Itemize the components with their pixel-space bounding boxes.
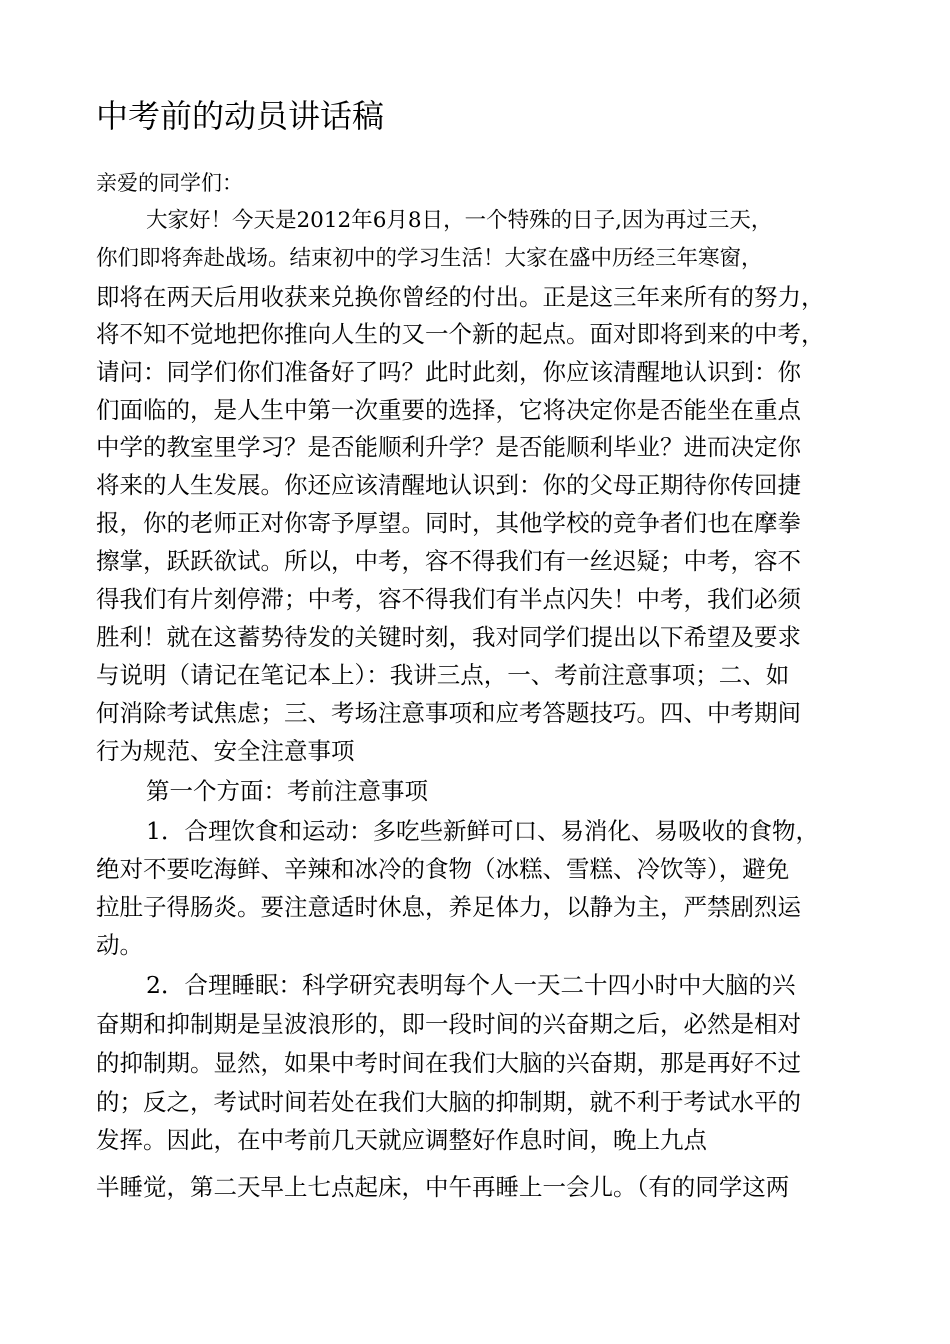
section-heading: 第一个方面：考前注意事项	[146, 777, 428, 805]
paragraph-line: 半睡觉，第二天早上七点起床，中午再睡上一会儿。（有的同学这两	[96, 1173, 790, 1201]
paragraph-line: 的抑制期。显然，如果中考时间在我们大脑的兴奋期，那是再好不过	[96, 1049, 801, 1077]
paragraph-line: 中学的教室里学习？是否能顺利升学？是否能顺利毕业？进而决定你	[96, 433, 801, 461]
paragraph-line: 们面临的，是人生中第一次重要的选择，它将决定你是否能坐在重点	[96, 396, 801, 424]
paragraph-line: 动。	[96, 931, 143, 959]
paragraph-line: 绝对不要吃海鲜、辛辣和冰冷的食物（冰糕、雪糕、冷饮等），避免	[96, 855, 790, 883]
paragraph-line: 将不知不觉地把你推向人生的又一个新的起点。面对即将到来的中考，	[96, 320, 825, 348]
paragraph-line: 拉肚子得肠炎。要注意适时休息，养足体力，以静为主，严禁剧烈运	[96, 893, 801, 921]
paragraph-line: 2．合理睡眠：科学研究表明每个人一天二十四小时中大脑的兴	[146, 971, 796, 999]
salutation: 亲爱的同学们：	[96, 171, 243, 195]
paragraph-line: 发挥。因此，在中考前几天就应调整好作息时间，晚上九点	[96, 1126, 707, 1154]
paragraph-line: 何消除考试焦虑；三、考场注意事项和应考答题技巧。四、中考期间	[96, 699, 801, 727]
paragraph-line: 行为规范、安全注意事项	[96, 737, 355, 765]
paragraph-line: 的；反之，考试时间若处在我们大脑的抑制期，就不利于考试水平的	[96, 1088, 801, 1116]
paragraph-line: 擦掌，跃跃欲试。所以，中考，容不得我们有一丝迟疑；中考，容不	[96, 547, 801, 575]
paragraph-line: 与说明（请记在笔记本上）：我讲三点，一、考前注意事项；二、如	[96, 661, 790, 689]
paragraph-line: 即将在两天后用收获来兑换你曾经的付出。正是这三年来所有的努力，	[96, 283, 825, 311]
paragraph-line: 奋期和抑制期是呈波浪形的，即一段时间的兴奋期之后，必然是相对	[96, 1010, 801, 1038]
paragraph-line: 大家好！今天是2012年6月8日，一个特殊的日子,因为再过三天，	[146, 208, 773, 233]
document-title: 中考前的动员讲话稿	[96, 97, 385, 135]
paragraph-line: 你们即将奔赴战场。结束初中的学习生活！大家在盛中历经三年寒窗，	[96, 246, 763, 271]
paragraph-line: 请问：同学们你们准备好了吗？此时此刻，你应该清醒地认识到：你	[96, 358, 801, 386]
paragraph-line: 得我们有片刻停滞；中考，容不得我们有半点闪失！中考，我们必须	[96, 585, 801, 613]
paragraph-line: 报，你的老师正对你寄予厚望。同时，其他学校的竞争者们也在摩拳	[96, 509, 801, 537]
paragraph-line: 将来的人生发展。你还应该清醒地认识到：你的父母正期待你传回捷	[96, 471, 801, 499]
paragraph-line: 1．合理饮食和运动：多吃些新鲜可口、易消化、易吸收的食物，	[146, 817, 819, 845]
paragraph-line: 胜利！就在这蓄势待发的关键时刻，我对同学们提出以下希望及要求	[96, 623, 801, 651]
